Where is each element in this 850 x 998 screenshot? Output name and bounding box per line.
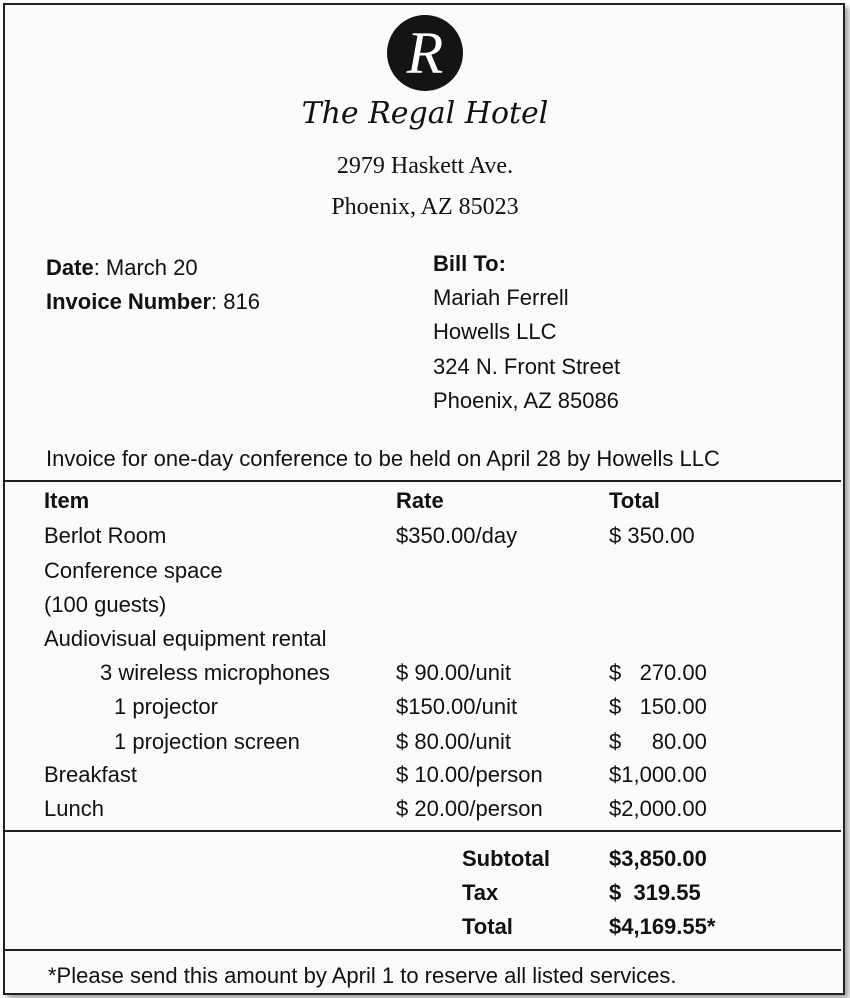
row-rate: $ 10.00/person: [396, 762, 543, 787]
hotel-name: The Regal Hotel: [301, 96, 549, 131]
row-item: 1 projection screen: [114, 729, 300, 754]
bill-to-city: Phoenix, AZ 85086: [433, 388, 619, 413]
row-total: $1,000.00: [609, 762, 707, 787]
row-total: $ 150.00: [609, 694, 707, 719]
hotel-address-line1: 2979 Haskett Ave.: [336, 153, 514, 179]
row-total: $ 350.00: [609, 523, 695, 548]
invoice-number: [46, 289, 260, 315]
bill-to-label: Bill To:: [433, 251, 506, 276]
row-item: Lunch: [44, 796, 104, 821]
date-label: Date: [46, 255, 94, 280]
hotel-address-line2: Phoenix, AZ 85023: [331, 194, 519, 220]
subtotal-label: Subtotal: [462, 846, 550, 871]
table-top-divider: [3, 480, 841, 482]
row-item: 1 projector: [114, 694, 218, 719]
total-label: Total: [462, 914, 513, 939]
bill-to-street: 324 N. Front Street: [433, 354, 621, 379]
summary-divider: [3, 830, 841, 832]
invoice-number-label: Invoice Number: [46, 289, 212, 314]
date-value: : March 20: [93, 255, 198, 280]
invoice-number-value: : 816: [211, 289, 260, 314]
row-rate: $ 80.00/unit: [396, 729, 511, 754]
row-total: $ 80.00: [609, 729, 707, 754]
row-item: 3 wireless microphones: [100, 660, 330, 685]
row-total: $2,000.00: [609, 796, 707, 821]
footnote: *Please send this amount by April 1 to reserve all listed services.: [48, 963, 677, 988]
row-rate: $ 90.00/unit: [396, 660, 511, 685]
row-rate: $150.00/unit: [396, 694, 518, 719]
bill-to-name: Mariah Ferrell: [433, 285, 569, 310]
column-header-rate: Rate: [396, 488, 444, 513]
row-rate: $350.00/day: [396, 523, 518, 548]
footnote-divider: [3, 949, 841, 951]
invoice-date: [46, 255, 198, 281]
row-item: Breakfast: [44, 762, 137, 787]
tax-value: $ 319.55: [609, 880, 701, 905]
total-value: $4,169.55*: [609, 914, 716, 939]
row-item: Conference space: [44, 558, 223, 583]
column-header-item: Item: [44, 488, 90, 513]
column-header-total: Total: [609, 488, 660, 513]
row-total: $ 270.00: [609, 660, 707, 685]
bill-to-company: Howells LLC: [433, 319, 557, 344]
row-item: Berlot Room: [44, 523, 167, 548]
tax-label: Tax: [462, 880, 499, 905]
invoice-description: Invoice for one-day conference to be held on April 28 by Howells LLC: [46, 446, 720, 471]
row-item: (100 guests): [44, 592, 167, 617]
row-item: Audiovisual equipment rental: [44, 626, 327, 651]
hotel-logo: R: [387, 15, 463, 91]
row-rate: $ 20.00/person: [396, 796, 543, 821]
subtotal-value: $3,850.00: [609, 846, 707, 871]
